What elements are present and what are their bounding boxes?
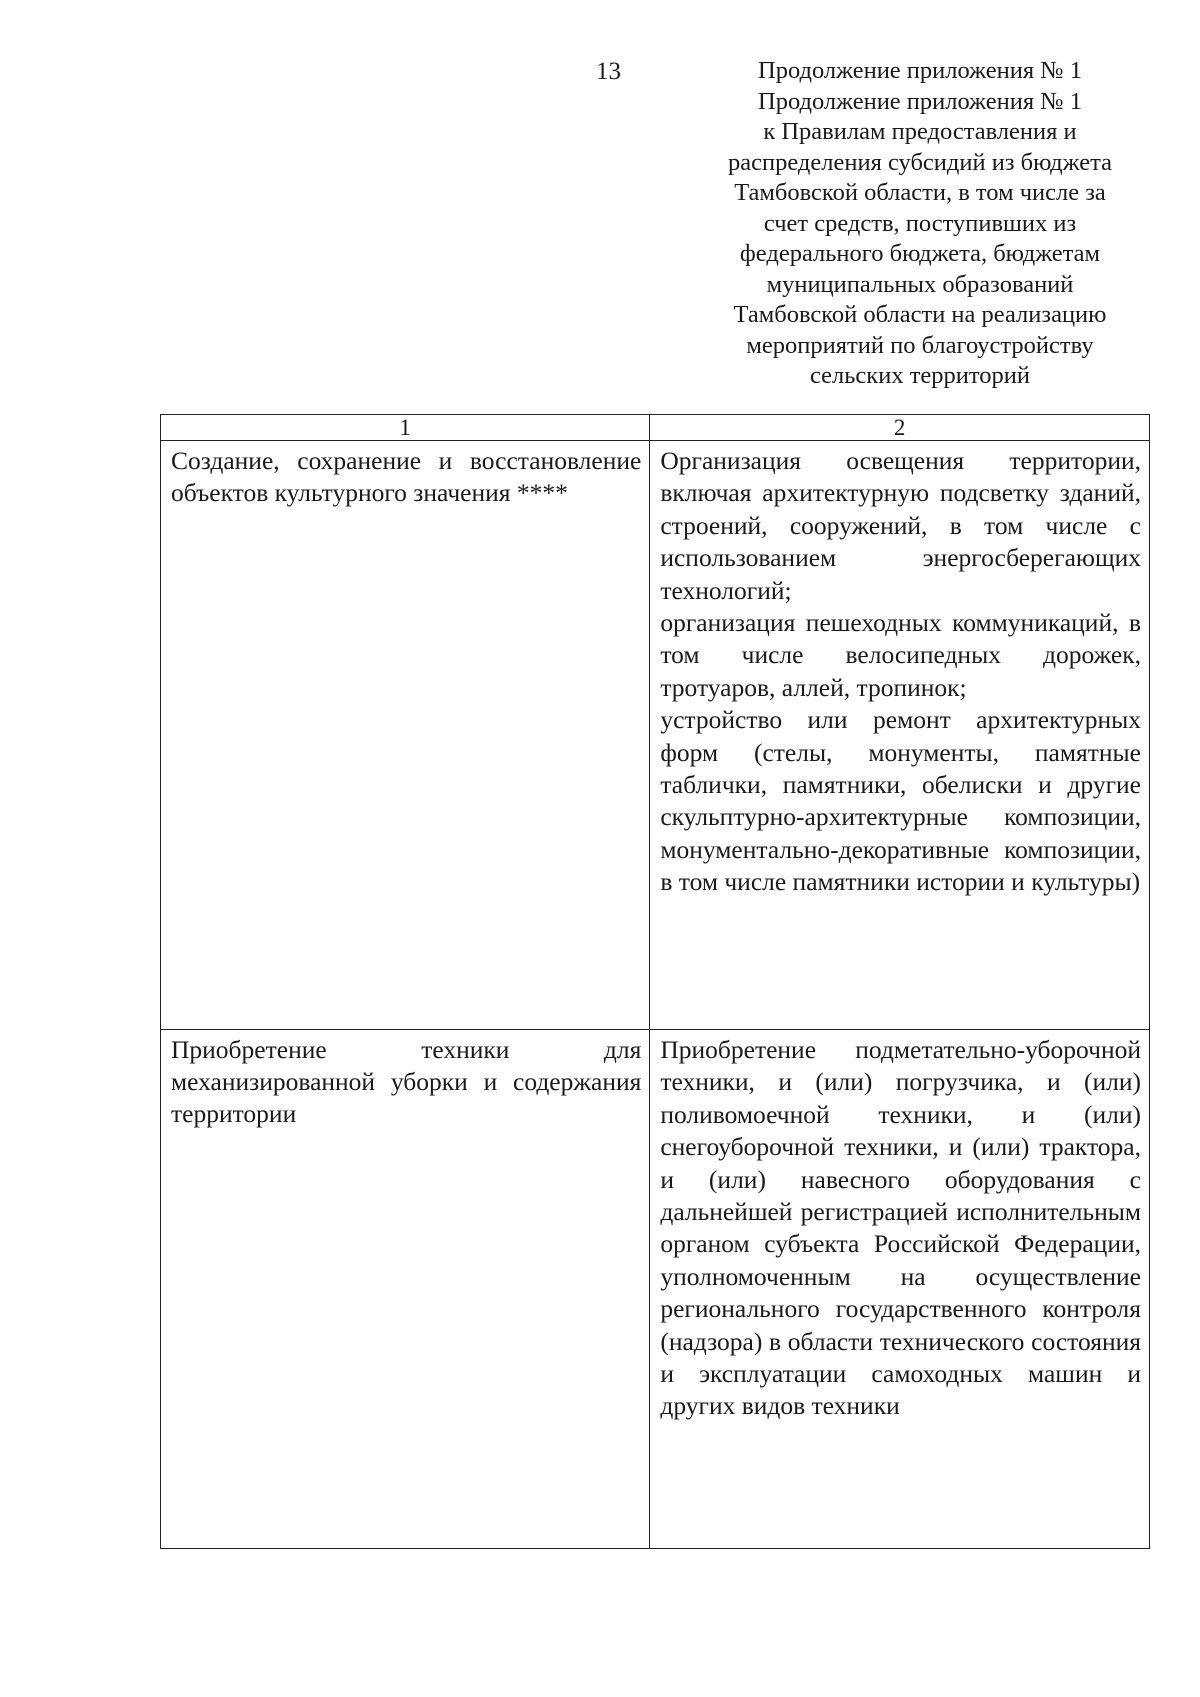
header-line: Продолжение приложения № 1 xyxy=(758,57,1082,84)
page-number: 13 xyxy=(596,58,621,85)
direction-cell xyxy=(161,441,650,1030)
header-line: Тамбовской области, в том числе за xyxy=(734,179,1106,206)
measures-cell xyxy=(650,441,1150,1030)
appendix-header xyxy=(690,56,1150,392)
header-line: сельских территорий xyxy=(809,362,1030,389)
header-line: распределения субсидий из бюджета xyxy=(728,148,1112,176)
direction-cell xyxy=(161,1030,650,1549)
measures-table xyxy=(160,414,1150,1549)
measure-paragraph: Организация освещения территории, включая архитектурную подсветку зданий, строений, сооружений, в том числе с использованием энергосберегающих технологий; xyxy=(660,446,1141,605)
header-line: счет средств, поступивших из xyxy=(763,209,1077,237)
column-number: 2 xyxy=(650,415,1150,441)
table-row xyxy=(161,1030,1150,1549)
header-line: Тамбовской области на реализацию xyxy=(733,301,1107,328)
header-line: муниципальных образований xyxy=(766,270,1074,298)
measure-paragraph: Приобретение подметательно-уборочной техники, и (или) погрузчика, и (или) поливомоечной техники, и (или) снегоуборочной техники, и (или) трактора, и (или) навесного оборудования с дальнейшей регистрацией исполнительным органом субъекта Российской Федерации, уполномоченным на осуществление регионального государственного контроля (надзора) в области технического состояния и эксплуатации самоходных машин и других видов техники xyxy=(660,1035,1141,1421)
table-row xyxy=(161,441,1150,1030)
direction-text: Приобретение техники для механизированной уборки и содержания территории xyxy=(171,1035,642,1128)
header-line: федерального бюджета, бюджетам xyxy=(739,240,1101,267)
measure-paragraph: организация пешеходных коммуникаций, в том числе велосипедных дорожек, тротуаров, аллей, тропинок; xyxy=(660,608,1141,702)
header-line: мероприятий по благоустройству xyxy=(746,331,1094,359)
column-number: 1 xyxy=(161,415,650,441)
column-number-row xyxy=(161,415,1150,441)
header-line: Продолжение приложения № 1 xyxy=(758,87,1082,115)
measure-paragraph: устройство или ремонт архитектурных форм (стелы, монументы, памятные таблички, памятники, обелиски и другие скульптурно-архитектурные композиции, монументально-декоративные композиции, в том числе памятники истории и культуры) xyxy=(660,705,1141,897)
direction-text: Создание, сохранение и восстановление объектов культурного значения **** xyxy=(171,446,642,507)
header-line: к Правилам предоставления и xyxy=(763,118,1077,145)
measures-cell xyxy=(650,1030,1150,1549)
